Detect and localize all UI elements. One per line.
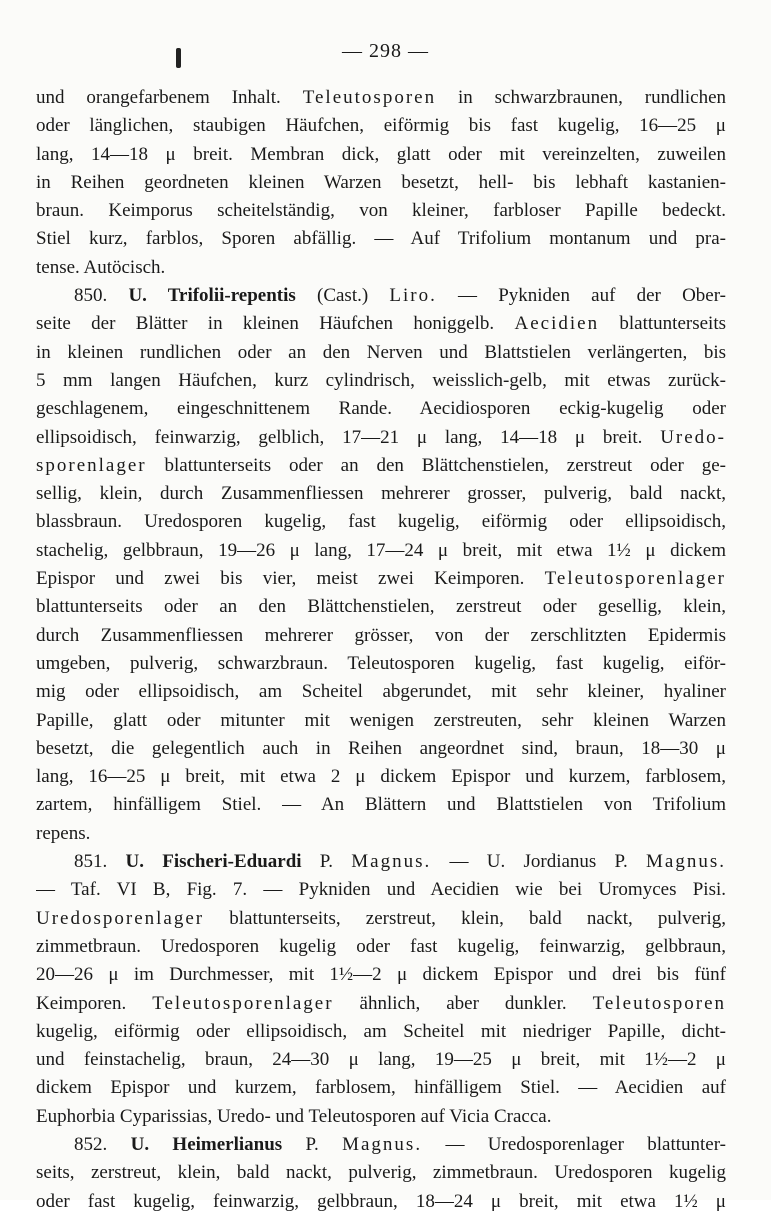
text-line [36,820,726,848]
text-span: repens. [36,822,91,844]
text-span: 850. [74,285,129,307]
text-line [36,1046,726,1074]
text-line [36,141,726,169]
text-line [36,225,726,253]
text-line [36,961,726,989]
text-span: (Cast.) [295,285,390,307]
text-line [36,1188,726,1216]
text-span: kugelig, eiförmig oder ellipsoidisch, am Scheitel mit niedriger Papille, dicht- [36,1020,726,1042]
text-span: — Taf. VI B, Fig. 7. — Pykniden und Aecidien wie bei Uromyces Pisi. [36,879,726,901]
text-span: Uredo- [660,426,726,448]
text-line [36,367,726,395]
text-span: Stiel kurz, farblos, Sporen abfällig. — Auf Trifolium montanum und pra- [36,228,726,250]
text-span: 20—26 μ im Durchmesser, mit 1½—2 μ dickem Epispor und drei bis fünf [36,964,726,986]
text-span: zimmetbraun. Uredosporen kugelig oder fast kugelig, feinwarzig, gelbbraun, [36,935,726,957]
text-span: — U. Jordianus P. [431,851,647,873]
text-span: besetzt, die gelegentlich auch in Reihen angeordnet sind, braun, 18—30 μ [36,737,726,759]
text-span: tense. Autöcisch. [36,256,166,278]
text-line [36,763,726,791]
text-span: blattunterseits oder an den Blättchenstielen, zerstreut oder ge- [146,454,726,476]
text-span: und feinstachelig, braun, 24—30 μ lang, 19—25 μ breit, mit 1½—2 μ [36,1049,726,1071]
text-line [36,1018,726,1046]
text-line [36,1103,726,1131]
text-line [36,933,726,961]
text-line [36,480,726,508]
text-line [36,650,726,678]
text-line [36,537,726,565]
text-span: 851. [74,851,126,873]
text-line [36,593,726,621]
text-line [36,197,726,225]
text-span: Teleutosporenlager [152,992,334,1014]
species-name: U. Trifolii-repentis [128,285,296,307]
text-span: 852. [74,1133,131,1155]
text-line [36,990,726,1018]
text-line [36,678,726,706]
text-span: geschlagenem, eingeschnittenem Rande. Aecidiosporen eckig-kugelig oder [36,398,726,420]
text-line [36,84,726,112]
text-span: lang, 16—25 μ breit, mit etwa 2 μ dickem Epispor und kurzem, farblosem, [36,766,726,788]
text-line [36,395,726,423]
species-name: U. Fischeri-Eduardi [125,851,302,873]
text-span: — Uredosporenlager blattunter- [422,1133,726,1155]
text-span: in schwarzbraunen, rundlichen [436,87,726,108]
species-name: U. Heimerlianus [130,1133,283,1155]
page-number: — 298 — [342,40,429,62]
text-span: braun. Keimporus scheitelständig, von kleiner, farbloser Papille bedeckt. [36,200,726,222]
text-line [36,169,726,197]
text-span: blassbraun. Uredosporen kugelig, fast kugelig, eiförmig oder ellipsoidisch, [36,511,726,533]
text-span: Teleutosporen [302,87,437,108]
text-span: zartem, hinfälligem Stiel. — An Blättern und Blattstielen von Trifolium [36,794,726,816]
text-span: Uredosporenlager [36,907,205,929]
text-span: seits, zerstreut, klein, bald nackt, pulverig, zimmetbraun. Uredosporen kugelig [36,1162,726,1184]
text-span: Teleutosporen [592,992,726,1014]
text-line [36,1074,726,1102]
text-line [36,424,726,452]
text-line [36,1159,726,1187]
text-line [36,310,726,338]
text-line [36,508,726,536]
text-span: Keimporen. [36,992,153,1014]
text-span: sellig, klein, durch Zusammenfliessen mehrerer grosser, pulverig, bald nackt, [36,483,726,505]
text-span: Magnus. [351,851,432,873]
text-span: und orangefarbenem Inhalt. [36,87,303,108]
text-span: P. [282,1133,343,1155]
text-line [36,282,726,310]
text-line [36,707,726,735]
text-span: mig oder ellipsoidisch, am Scheitel abgerundet, mit sehr kleiner, hyaliner [36,681,726,703]
text-span: oder fast kugelig, feinwarzig, gelbbraun, 18—24 μ breit, mit etwa 1½ μ [36,1190,726,1212]
text-line [36,848,726,876]
body-text [36,84,726,1216]
text-span: lang, 14—18 μ breit. Membran dick, glatt oder mit vereinzelten, zuweilen [36,143,726,165]
text-line [36,339,726,367]
text-span: Euphorbia Cyparissias, Uredo- und Teleutosporen auf Vicia Cracca. [36,1105,552,1127]
text-line [36,735,726,763]
text-span: P. [301,851,352,873]
text-span: Aecidien [514,313,600,335]
text-line [36,905,726,933]
text-span: blattunterseits oder an den Blättchenstielen, zerstreut oder gesellig, klein, [36,596,726,618]
text-span: Liro. [389,285,437,307]
text-span: Epispor und zwei bis vier, meist zwei Keimporen. [36,568,545,590]
text-line [36,876,726,904]
text-span: Teleutosporenlager [544,568,726,590]
text-span: Magnus. [342,1133,423,1155]
text-span: in Reihen geordneten kleinen Warzen besetzt, hell- bis lebhaft kastanien- [36,171,726,193]
text-span: ähnlich, aber dunkler. [333,992,593,1014]
text-span: seite der Blätter in kleinen Häufchen honiggelb. [36,313,515,335]
text-span: umgeben, pulverig, schwarzbraun. Teleutosporen kugelig, fast kugelig, eiför- [36,652,726,674]
text-line [36,791,726,819]
text-span: Papille, glatt oder mitunter mit wenigen zerstreuten, sehr kleinen Warzen [36,709,726,731]
text-span: Magnus. [646,851,726,873]
text-span: blattunterseits, zerstreut, klein, bald nackt, pulverig, [204,907,726,929]
text-span: — Pykniden auf der Ober- [436,285,726,307]
text-span: dickem Epispor und kurzem, farblosem, hinfälligem Stiel. — Aecidien auf [36,1077,726,1099]
text-span: 5 mm langen Häufchen, kurz cylindrisch, weisslich-gelb, mit etwas zurück- [36,369,726,391]
text-span: sporenlager [36,454,147,476]
text-line [36,622,726,650]
text-line [36,452,726,480]
text-span: stachelig, gelbbraun, 19—26 μ lang, 17—24 μ breit, mit etwa 1½ μ dickem [36,539,726,561]
text-span: oder länglichen, staubigen Häufchen, eiförmig bis fast kugelig, 16—25 μ [36,115,726,137]
text-line [36,254,726,282]
text-line [36,1131,726,1159]
text-span: blattunterseits [599,313,726,335]
text-line [36,565,726,593]
text-span: ellipsoidisch, feinwarzig, gelblich, 17—21 μ lang, 14—18 μ breit. [36,426,661,448]
text-span: in kleinen rundlichen oder an den Nerven und Blattstielen verlängerten, bis [36,341,726,363]
text-span: durch Zusammenfliessen mehrerer grösser, von der zerschlitzten Epidermis [36,624,726,646]
text-line [36,112,726,140]
